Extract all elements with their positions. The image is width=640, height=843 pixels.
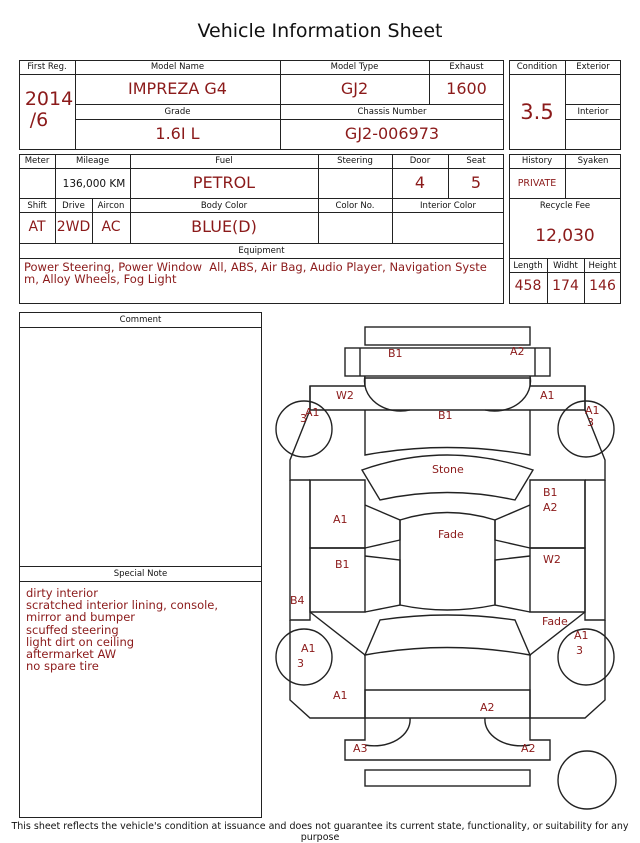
rear-window-part bbox=[365, 615, 530, 655]
mark-rear-bumper-right: A2 bbox=[521, 742, 536, 755]
front-bumper-top-part bbox=[365, 327, 530, 345]
grade-value: 1.6I L bbox=[155, 124, 200, 143]
fuel-value: PETROL bbox=[192, 173, 256, 192]
interior-label: Interior bbox=[577, 107, 609, 117]
shift-value: AT bbox=[28, 219, 46, 235]
shift-label: Shift bbox=[27, 201, 47, 211]
meter-label: Meter bbox=[24, 156, 50, 166]
door-value: 4 bbox=[414, 173, 426, 192]
mark-windshield: Stone bbox=[432, 463, 464, 476]
mark-rear-quarter-right: Fade bbox=[542, 615, 568, 628]
trunk-part bbox=[365, 690, 530, 718]
mileage-label: Mileage bbox=[75, 156, 110, 166]
recycle-fee-value: 12,030 bbox=[535, 226, 595, 246]
seat-label: Seat bbox=[466, 156, 486, 166]
sheet-title: Vehicle Information Sheet bbox=[197, 20, 443, 42]
rear-left-wheel bbox=[276, 629, 332, 685]
mark-rear-quarter-left: A1 bbox=[333, 689, 348, 702]
mark-rear-left-door: B1 bbox=[335, 558, 350, 571]
condition-label: Condition bbox=[516, 62, 558, 72]
mark-front-fender-left: W2 bbox=[336, 389, 354, 402]
mark-rear-right-wheel-b: 3 bbox=[576, 644, 583, 657]
spare-tire bbox=[558, 751, 616, 809]
first-reg-year: 2014 bbox=[24, 88, 74, 110]
mark-roof: Fade bbox=[438, 528, 464, 541]
grade-label: Grade bbox=[164, 107, 191, 117]
comment-label: Comment bbox=[119, 315, 162, 325]
vehicle-damage-diagram bbox=[266, 318, 636, 818]
right-fender-part bbox=[585, 386, 605, 480]
chassis-value: GJ2-006973 bbox=[344, 124, 440, 143]
model-type-value: GJ2 bbox=[340, 79, 369, 98]
first-reg-month: /6 bbox=[29, 109, 49, 131]
length-label: Length bbox=[513, 261, 543, 271]
interior-color-label: Interior Color bbox=[420, 201, 476, 211]
mark-hood: B1 bbox=[438, 409, 453, 422]
mark-front-fender-right: A1 bbox=[540, 389, 555, 402]
mark-rear-bumper-left: A3 bbox=[353, 742, 368, 755]
exterior-label: Exterior bbox=[576, 62, 610, 72]
first-reg-label: First Reg. bbox=[27, 62, 67, 72]
equipment-label: Equipment bbox=[238, 246, 285, 256]
history-label: History bbox=[521, 156, 553, 166]
mark-front-right-door-b: A2 bbox=[543, 501, 558, 514]
syaken-label: Syaken bbox=[577, 156, 609, 166]
steering-label: Steering bbox=[337, 156, 373, 166]
mark-front-right-wheel-b: 3 bbox=[587, 416, 594, 429]
body-color-label: Body Color bbox=[200, 201, 248, 211]
mark-trunk: A2 bbox=[480, 701, 495, 714]
mark-front-left-door: A1 bbox=[333, 513, 348, 526]
rear-bumper-part bbox=[365, 770, 530, 786]
mark-rear-left-wheel-b: 3 bbox=[297, 657, 304, 670]
width-label: Widht bbox=[553, 261, 578, 271]
fuel-label: Fuel bbox=[215, 156, 233, 166]
left-fender-part bbox=[290, 386, 310, 480]
length-value: 458 bbox=[514, 278, 542, 294]
height-value: 146 bbox=[589, 278, 616, 294]
door-label: Door bbox=[409, 156, 431, 166]
chassis-label: Chassis Number bbox=[357, 107, 427, 117]
aircon-value: AC bbox=[101, 219, 121, 235]
windshield-part bbox=[362, 455, 533, 500]
recycle-fee-label: Recycle Fee bbox=[539, 201, 591, 211]
mark-rear-right-wheel-a: A1 bbox=[574, 629, 589, 642]
mark-rocker-left: B4 bbox=[290, 594, 305, 607]
mark-front-right-wheel-a: A1 bbox=[585, 404, 600, 417]
comment-panel bbox=[19, 312, 262, 818]
rear-body-outline bbox=[345, 718, 550, 760]
drive-value: 2WD bbox=[56, 219, 91, 235]
mileage-value: 136,000 KM bbox=[62, 178, 126, 190]
exhaust-value: 1600 bbox=[446, 79, 487, 98]
special-note-value: dirty interior scratched interior lining, console, mirror and bumper scuffed steering light dirt on ceiling aftermarket AW no spare tire bbox=[26, 586, 219, 674]
model-name-label: Model Name bbox=[150, 62, 205, 72]
aircon-label: Aircon bbox=[97, 201, 125, 211]
exhaust-label: Exhaust bbox=[449, 62, 484, 72]
condition-value: 3.5 bbox=[520, 100, 554, 124]
seat-value: 5 bbox=[470, 173, 482, 192]
width-value: 174 bbox=[552, 278, 579, 294]
mark-front-right-door-a: B1 bbox=[543, 486, 558, 499]
model-type-label: Model Type bbox=[330, 62, 379, 72]
mark-front-bumper: B1 bbox=[388, 347, 403, 360]
front-left-wheel bbox=[276, 401, 332, 457]
height-label: Height bbox=[588, 261, 617, 271]
special-note-label: Special Note bbox=[113, 569, 168, 579]
body-color-value: BLUE(D) bbox=[191, 217, 257, 236]
model-name-value: IMPREZA G4 bbox=[128, 79, 227, 98]
mark-front-bumper-right: A2 bbox=[510, 345, 525, 358]
equipment-value: Power Steering, Power Window All, ABS, Air Bag, Audio Player, Navigation System, Alloy Wheels, Fog Light bbox=[24, 260, 487, 287]
history-value: PRIVATE bbox=[517, 178, 557, 189]
mark-rear-right-door: W2 bbox=[543, 553, 561, 566]
mark-rear-left-wheel-a: A1 bbox=[301, 642, 316, 655]
drive-label: Drive bbox=[62, 201, 85, 211]
disclaimer-text: This sheet reflects the vehicle's condition at issuance and does not guarantee its current state, functionality, or suitability for any purpose bbox=[11, 821, 629, 843]
mark-front-left-wheel-b: 3 bbox=[300, 412, 307, 425]
mark-front-left-wheel-a: A1 bbox=[305, 406, 320, 419]
color-no-label: Color No. bbox=[335, 201, 375, 211]
